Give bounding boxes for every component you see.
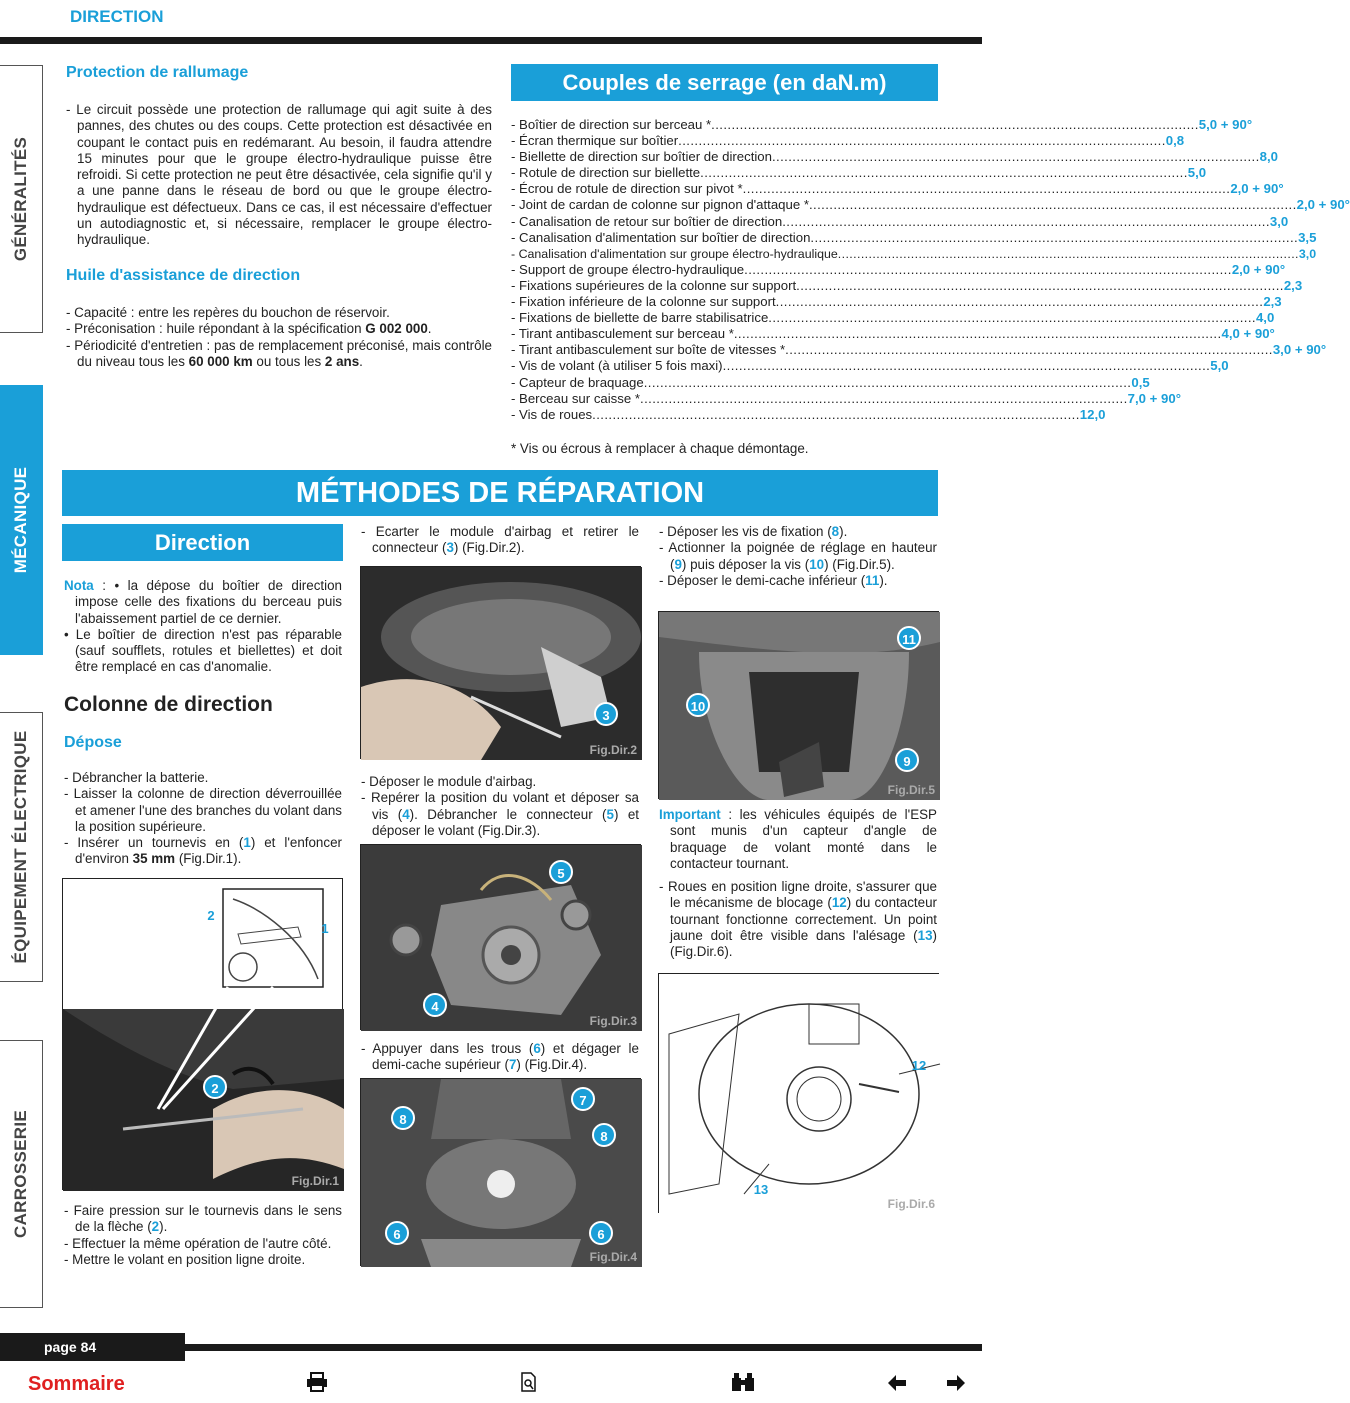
torque-value: 0,8 [1165, 133, 1185, 149]
torque-leader: ........................................................................................................................ [785, 342, 1273, 358]
torque-label: - Tirant antibasculement sur boîte de vitesses * [511, 342, 786, 358]
torque-row [511, 181, 1284, 197]
protection-heading: Protection de rallumage [66, 64, 249, 81]
tab-label: GÉNÉRALITÉS [11, 136, 30, 262]
callout-11: 11 [897, 626, 921, 650]
torque-leader: ........................................................................................................................ [678, 133, 1166, 149]
torque-value: 2,3 [1263, 294, 1282, 310]
torque-leader: ........................................................................................................................ [808, 197, 1297, 213]
callout-2: 2 [207, 908, 215, 923]
figure-dir-6-drawing [659, 974, 940, 1214]
torque-value: 2,0 + 90° [1296, 197, 1350, 213]
tab-mecanique[interactable] [0, 385, 43, 655]
torque-value: 4,0 + 90° [1221, 326, 1275, 342]
figure-dir-3-drawing [361, 845, 642, 1031]
torque-value: 2,3 [1283, 277, 1303, 293]
torque-row [511, 406, 1106, 423]
torque-label: - Joint de cardan de colonne sur pignon d'attaque * [511, 197, 809, 213]
torque-row [511, 390, 1181, 407]
torque-leader: ........................................................................................................................ [700, 165, 1188, 181]
torque-row [511, 294, 1282, 310]
figure-dir-1 [62, 878, 343, 1190]
torque-leader: ........................................................................................................................ [771, 149, 1260, 165]
huile-periodicite: - Périodicité d'entretien : pas de remplacement préconisé, mais contrôle du niveau tous les 60 000 km ou tous les 2 ans. [66, 337, 492, 369]
torque-label: - Canalisation d'alimentation sur groupe électro-hydraulique [511, 246, 838, 261]
callout-12: 12 [911, 1058, 927, 1073]
binoculars-icon[interactable] [731, 1372, 755, 1398]
figure-caption: Fig.Dir.5 [887, 783, 935, 797]
torque-leader: ........................................................................................................................ [711, 117, 1199, 132]
figure-dir-4 [360, 1078, 641, 1266]
torque-label: - Canalisation d'alimentation sur boîtier de direction [511, 229, 811, 245]
torque-row [511, 149, 1278, 165]
torque-row [511, 326, 1275, 342]
figure-caption: Fig.Dir.2 [589, 743, 637, 757]
col3-steps-2: Important : les véhicules équipés de l'ESP sont munis d'un capteur d'angle de braquage de volant monté dans le contacteur tournant. - Roues en position ligne droite, s'assurer que le mécanisme de blocage (12) du contacteur tournant fonctionne correctement. Un point jaune doit être visible dans l'alésage (13) (Fig.Dir.6). [659, 807, 937, 960]
callout-10: 10 [686, 693, 710, 717]
callout-13: 13 [753, 1182, 769, 1197]
torque-label: - Vis de volant (à utiliser 5 fois maxi) [511, 358, 723, 374]
huile-capacite: - Capacité : entre les repères du bouchon de réservoir. [66, 305, 390, 320]
figure-dir-3 [360, 844, 641, 1030]
torque-value: 5,0 + 90° [1198, 117, 1253, 132]
torque-value: 3,0 [1298, 246, 1317, 261]
nota-line2: • Le boîtier de direction n'est pas réparable (sauf soufflets, rotules et biellettes) et doit être remplacé en cas d'anomalie. [64, 626, 342, 675]
torque-label: - Rotule de direction sur biellette [511, 165, 701, 181]
figure-caption: Fig.Dir.3 [589, 1014, 637, 1028]
torque-label: - Fixation inférieure de la colonne sur support [511, 294, 776, 310]
torque-label: - Fixations de biellette de barre stabilisatrice [511, 310, 769, 326]
callout-2b: 2 [203, 1075, 227, 1099]
arrow-left-icon[interactable] [887, 1372, 907, 1398]
callout-5: 5 [549, 860, 573, 884]
torque-label: - Berceau sur caisse * [511, 390, 640, 406]
huile-preconisation: - Préconisation : huile répondant à la spécification G 002 000. [66, 321, 432, 337]
torque-label: - Canalisation de retour sur boîtier de direction [511, 213, 783, 229]
torque-value: 3,0 + 90° [1272, 342, 1327, 358]
torque-value: 3,5 [1298, 229, 1317, 245]
tab-label: CARROSSERIE [11, 1110, 30, 1238]
callout-8: 8 [391, 1106, 415, 1130]
torque-leader: ........................................................................................................................ [733, 326, 1222, 342]
printer-icon[interactable] [306, 1372, 328, 1398]
callout-6b: 6 [589, 1221, 613, 1245]
callout-8b: 8 [592, 1123, 616, 1147]
torque-value: 0,5 [1131, 374, 1150, 390]
direction-heading: Direction [62, 524, 343, 561]
torque-row [511, 229, 1317, 246]
torque-leader: ........................................................................................................................ [796, 277, 1284, 293]
figure-dir-5 [658, 611, 939, 799]
torque-leader: ........................................................................................................................ [742, 181, 1231, 197]
torque-leader: ........................................................................................................................ [643, 374, 1132, 390]
tab-carrosserie[interactable] [0, 1040, 43, 1308]
torque-row [511, 277, 1303, 294]
torque-label: - Biellette de direction sur boîtier de direction [511, 149, 772, 165]
torque-leader: ........................................................................................................................ [722, 358, 1211, 374]
torque-label: - Boîtier de direction sur berceau * [511, 117, 712, 132]
figure-dir-2 [360, 566, 641, 759]
torque-leader: ........................................................................................................................ [837, 246, 1299, 261]
huile-list [66, 305, 492, 370]
figure-dir-2-drawing [361, 567, 642, 760]
torque-row [511, 165, 1207, 181]
tab-label: MÉCANIQUE [11, 466, 30, 574]
zoom-document-icon[interactable] [520, 1372, 538, 1398]
depose-steps-1: - Débrancher la batterie. - Laisser la colonne de direction déverrouillée et amener l'une des branches du volant dans la position supérieure. - Insérer un tournevis en (1) et l'enfoncer d'environ 35 mm (Fig.Dir.1). [64, 770, 342, 867]
torque-label: - Support de groupe électro-hydraulique [511, 261, 745, 277]
nota-block: Nota : • la dépose du boîtier de direction impose celle des fixations du berceau puis l'abaissement partiel de ce dernier. • Le boîtier de direction n'est pas réparable (sauf soufflets, rotules et biellettes) et doit être remplacé en cas d'anomalie. [64, 578, 342, 675]
torque-row [511, 358, 1229, 374]
callout-9: 9 [895, 748, 919, 772]
depose-steps-2: - Faire pression sur le tournevis dans le sens de la flèche (2). - Effectuer la même opération de l'autre côté. - Mettre le volant en position ligne droite. [64, 1203, 342, 1267]
torque-table [511, 117, 1350, 423]
torque-value: 5,0 [1210, 358, 1229, 374]
torque-row [511, 374, 1150, 391]
callout-3: 3 [594, 702, 618, 726]
torque-label: - Vis de roues [511, 406, 593, 422]
torque-row [511, 310, 1275, 326]
torque-label: - Capteur de braquage [511, 374, 644, 390]
huile-heading: Huile d'assistance de direction [66, 267, 301, 284]
methodes-banner: MÉTHODES DE RÉPARATION [62, 470, 938, 516]
figure-caption: Fig.Dir.4 [589, 1250, 637, 1264]
callout-1: 1 [321, 921, 329, 936]
torque-leader: ........................................................................................................................ [768, 310, 1256, 326]
tab-generalites[interactable] [0, 65, 43, 333]
important-label: Important [659, 807, 721, 822]
callout-7: 7 [571, 1087, 595, 1111]
torque-row [511, 213, 1289, 230]
figure-dir-6 [658, 973, 939, 1213]
colonne-heading: Colonne de direction [64, 693, 273, 716]
torque-row [511, 133, 1185, 149]
torque-leader: ........................................................................................................................ [592, 406, 1080, 422]
tab-equipement-electrique[interactable] [0, 712, 43, 982]
torque-leader: ........................................................................................................................ [640, 390, 1128, 406]
torque-leader: ........................................................................................................................ [782, 213, 1270, 229]
torque-label: - Écrou de rotule de direction sur pivot * [511, 181, 743, 197]
torque-leader: ........................................................................................................................ [775, 294, 1264, 310]
torque-label: - Fixations supérieures de la colonne sur support [511, 277, 797, 293]
torque-value: 12,0 [1079, 406, 1106, 422]
torque-value: 7,0 + 90° [1127, 390, 1181, 406]
protection-text: - Le circuit possède une protection de rallumage qui agit suite à des pannes, des chutes ou des coups. Cette protection est désactivée en coupant le contact puis en redémarant. Au besoin, il faudra attendre 15 minutes pour que le groupe électro-hydraulique puisse être refroidi. Si cette protection ne peut être désactivée, cela signifie qu'il y a une panne dans le réseau de bord ou que le groupe électro-hydraulique est défectueux. Dans ce cas, il est nécessaire d'effectuer un autodiagnostic et, si nécessaire, remplacer le groupe électro-hydraulique. [66, 102, 492, 248]
footer-rule [185, 1344, 982, 1351]
torque-note: * Vis ou écrous à remplacer à chaque démontage. [511, 441, 809, 456]
torque-label: - Tirant antibasculement sur berceau * [511, 326, 734, 342]
callout-6: 6 [385, 1221, 409, 1245]
torque-row [511, 342, 1327, 358]
header-rule [0, 37, 982, 44]
col2-step-1: - Ecarter le module d'airbag et retirer le connecteur (3) (Fig.Dir.2). [361, 524, 639, 556]
torque-leader: ........................................................................................................................ [744, 261, 1232, 277]
tab-label: ÉQUIPEMENT ÉLECTRIQUE [11, 730, 30, 964]
col2-step-3: - Appuyer dans les trous (6) et dégager le demi-cache supérieur (7) (Fig.Dir.4). [361, 1041, 639, 1073]
sommaire-link[interactable]: Sommaire [28, 1373, 125, 1395]
torque-row [511, 246, 1317, 262]
section-title: DIRECTION [70, 7, 164, 26]
torque-value: 4,0 [1255, 310, 1275, 326]
torque-value: 2,0 + 90° [1230, 181, 1284, 197]
torque-leader: ........................................................................................................................ [810, 229, 1299, 245]
torque-value: 5,0 [1187, 165, 1207, 181]
page-number: page 84 [0, 1333, 185, 1361]
depose-heading: Dépose [64, 734, 122, 751]
torque-value: 2,0 + 90° [1231, 261, 1286, 277]
torque-label: - Écran thermique sur boîtier [511, 133, 679, 149]
torque-value: 3,0 [1269, 213, 1289, 229]
torque-value: 8,0 [1259, 149, 1278, 165]
col2-steps-2: - Déposer le module d'airbag. - Repérer la position du volant et déposer sa vis (4). Débrancher le connecteur (5) et déposer le volant (Fig.Dir.3). [361, 774, 639, 838]
torque-row [511, 197, 1350, 213]
torque-row [511, 117, 1253, 133]
callout-4: 4 [423, 993, 447, 1017]
nota-label: Nota [64, 578, 94, 593]
figure-caption: Fig.Dir.1 [291, 1174, 339, 1188]
figure-caption: Fig.Dir.6 [887, 1197, 935, 1211]
couples-heading: Couples de serrage (en daN.m) [511, 64, 938, 101]
arrow-right-icon[interactable] [946, 1372, 966, 1398]
col3-steps-1: - Déposer les vis de fixation (8). - Actionner la poignée de réglage en hauteur (9) puis déposer la vis (10) (Fig.Dir.5). - Déposer le demi-cache inférieur (11). [659, 524, 937, 588]
torque-row [511, 261, 1286, 278]
